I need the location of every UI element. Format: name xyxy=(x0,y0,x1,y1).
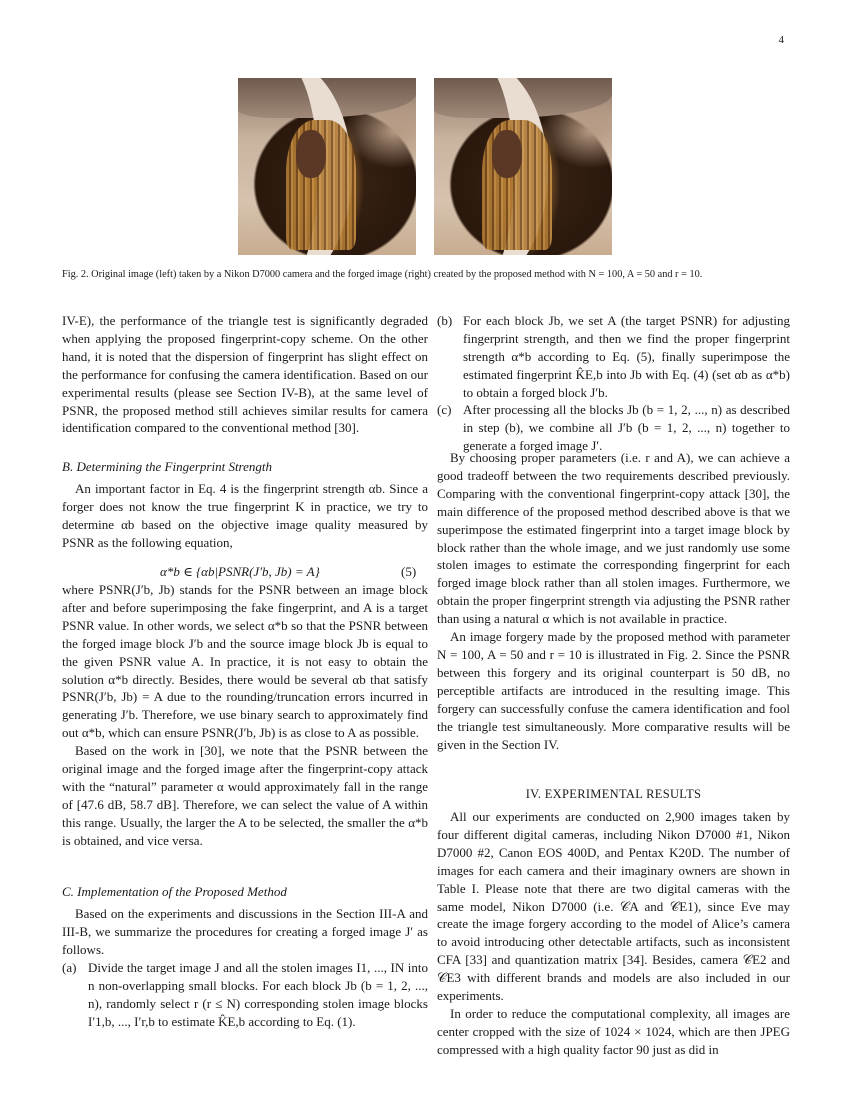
list-label: (c) xyxy=(437,402,452,417)
paragraph: By choosing proper parameters (i.e. r and A), we can achieve a good tradeoff between the two requirements described previously. Comparing with the conventional fingerprint-copy attack [30], the main difference of the proposed method described above is that we superimpose the estimated fingerprint into a target image block by block rather than the whole image, and we just randomly use some stolen images to estimate the corresponding fingerprint for each forged image block rather than all stolen images. Furthermore, we obtain the proper fingerprint strength via adjusting the PSNR rather than using a natural α which is not available in practice. xyxy=(437,450,790,627)
list-text: Divide the target image J and all the stolen images I1, ..., IN into n non-overlapping small blocks. For each block Jb (b = 1, 2, ..., n), randomly select r (r ≤ N) corresponding stolen image blocks I′1,b, ..., I′r,b to estimate K̂E,b according to Eq. (1). xyxy=(88,960,428,1029)
paragraph: An image forgery made by the proposed method with parameter N = 100, A = 50 and r = 10 is illustrated in Fig. 2. Since the PSNR between this forgery and its original counterpart is 50 dB, no perceptible artifacts are introduced in the resulting image. This forgery can successfully confuse the camera identification and fool the triangle test simultaneously. More comparative results will be given in the Section IV. xyxy=(437,629,790,752)
list-item-c xyxy=(437,401,790,455)
list-label: (a) xyxy=(62,960,77,975)
paragraph: All our experiments are conducted on 2,900 images taken by four different digital cameras, including Nikon D7000 #1, Nikon D7000 #2, Canon EOS 400D, and Pentax K20D. The number of images for each camera and their imaginary owners are shown in Table I. Please note that there are two digital cameras with the same model, Nikon D7000 (i.e. 𝒞A and 𝒞E1), since Eve may create the image forgery according to the model of Alice’s camera to avoid introducing other detectable artifacts, such as inconsistent CFA [33] and quantization matrix [34]. Besides, camera 𝒞E2 and 𝒞E3 with different brands and models are also included in our experiments. xyxy=(437,809,790,1004)
paragraph: Based on the experiments and discussions in the Section III-A and III-B, we summarize the procedures for creating a forged image J′ as follows. xyxy=(62,906,428,957)
section-heading-iv: IV. EXPERIMENTAL RESULTS xyxy=(525,787,702,801)
equation-number: (5) xyxy=(401,564,417,579)
list-text: After processing all the blocks Jb (b = 1, 2, ..., n) as described in step (b), we combine all J′b (b = 1, 2, ..., n) together to generate a forged image J′. xyxy=(463,402,790,453)
paragraph: where PSNR(J′b, Jb) stands for the PSNR between an image block after and before superimposing the fake fingerprint, and A is a target PSNR value. In other words, we select α*b so that the PSNR between the forged image block J′b and the source image block Jb is equal to the given PSNR value A. In practice, it is not easy to obtain the solution α*b directly. Besides, there would be several αb that satisfy PSNR(J′b, Jb) = A due to the rounding/truncation errors incurred in generating J′b. Therefore, we use binary search to approximately find out α*b, which can ensure PSNR(J′b, Jb) is as close to A as possible. xyxy=(62,582,428,741)
left-paragraph-1 xyxy=(62,312,428,437)
figure-caption: Fig. 2. Original image (left) taken by a Nikon D7000 camera and the forged image (right) created by the proposed method with N = 100, A = 50 and r = 10. xyxy=(62,269,703,280)
section-heading-b: B. Determining the Fingerprint Strength xyxy=(62,459,273,474)
list-item-a xyxy=(62,959,428,1031)
equation-5: α*b ∈ {αb|PSNR(J′b, Jb) = A} xyxy=(160,564,320,579)
left-paragraph-5 xyxy=(62,905,428,959)
paragraph: Based on the work in [30], we note that the PSNR between the original image and the forged image after the fingerprint-copy attack with the “natural” parameter α would approximately fall in the range of [47.6 dB, 58.7 dB]. Therefore, we can select the value of A within this range. Usually, the larger the A to be selected, the smaller the α*b is obtained, and vice versa. xyxy=(62,743,428,848)
list-text: For each block Jb, we set A (the target PSNR) for adjusting fingerprint strength, and then we find the proper fingerprint strength α*b according to Eq. (5), finally superimpose the estimated fingerprint K̂E,b into Jb with Eq. (4) (set αb as α*b) to obtain a forged block J′b. xyxy=(463,313,790,400)
section-heading-c: C. Implementation of the Proposed Method xyxy=(62,884,287,899)
page-number: 4 xyxy=(778,34,784,46)
left-paragraph-3 xyxy=(62,581,428,850)
paragraph: IV-E), the performance of the triangle test is significantly degraded when applying the proposed fingerprint-copy scheme. On the other hand, it is noted that the dispersion of fingerprint has slight effect on the performance for confusing the camera identification. Based on our experimental results (please see Section IV-B), at the same level of PSNR, the proposed method still achieves similar results for camera identification compared to the conventional method [30]. xyxy=(62,313,428,436)
paragraph: An important factor in Eq. 4 is the fingerprint strength αb. Since a forger does not know the true fingerprint K in practice, we try to determine αb based on the objective image quality measured by PSNR as the following equation, xyxy=(62,481,428,550)
paragraph: In order to reduce the computational complexity, all images are center cropped with the size of 1024 × 1024, which are then JPEG compressed with a high quality factor 90 just as did in xyxy=(437,1005,790,1057)
original-image xyxy=(238,78,416,255)
left-paragraph-2 xyxy=(62,480,428,552)
right-paragraph-1 xyxy=(437,449,790,753)
list-label: (b) xyxy=(437,313,453,328)
right-paragraph-3 xyxy=(437,808,790,1059)
forged-image xyxy=(434,78,612,255)
list-item-b xyxy=(437,312,790,402)
